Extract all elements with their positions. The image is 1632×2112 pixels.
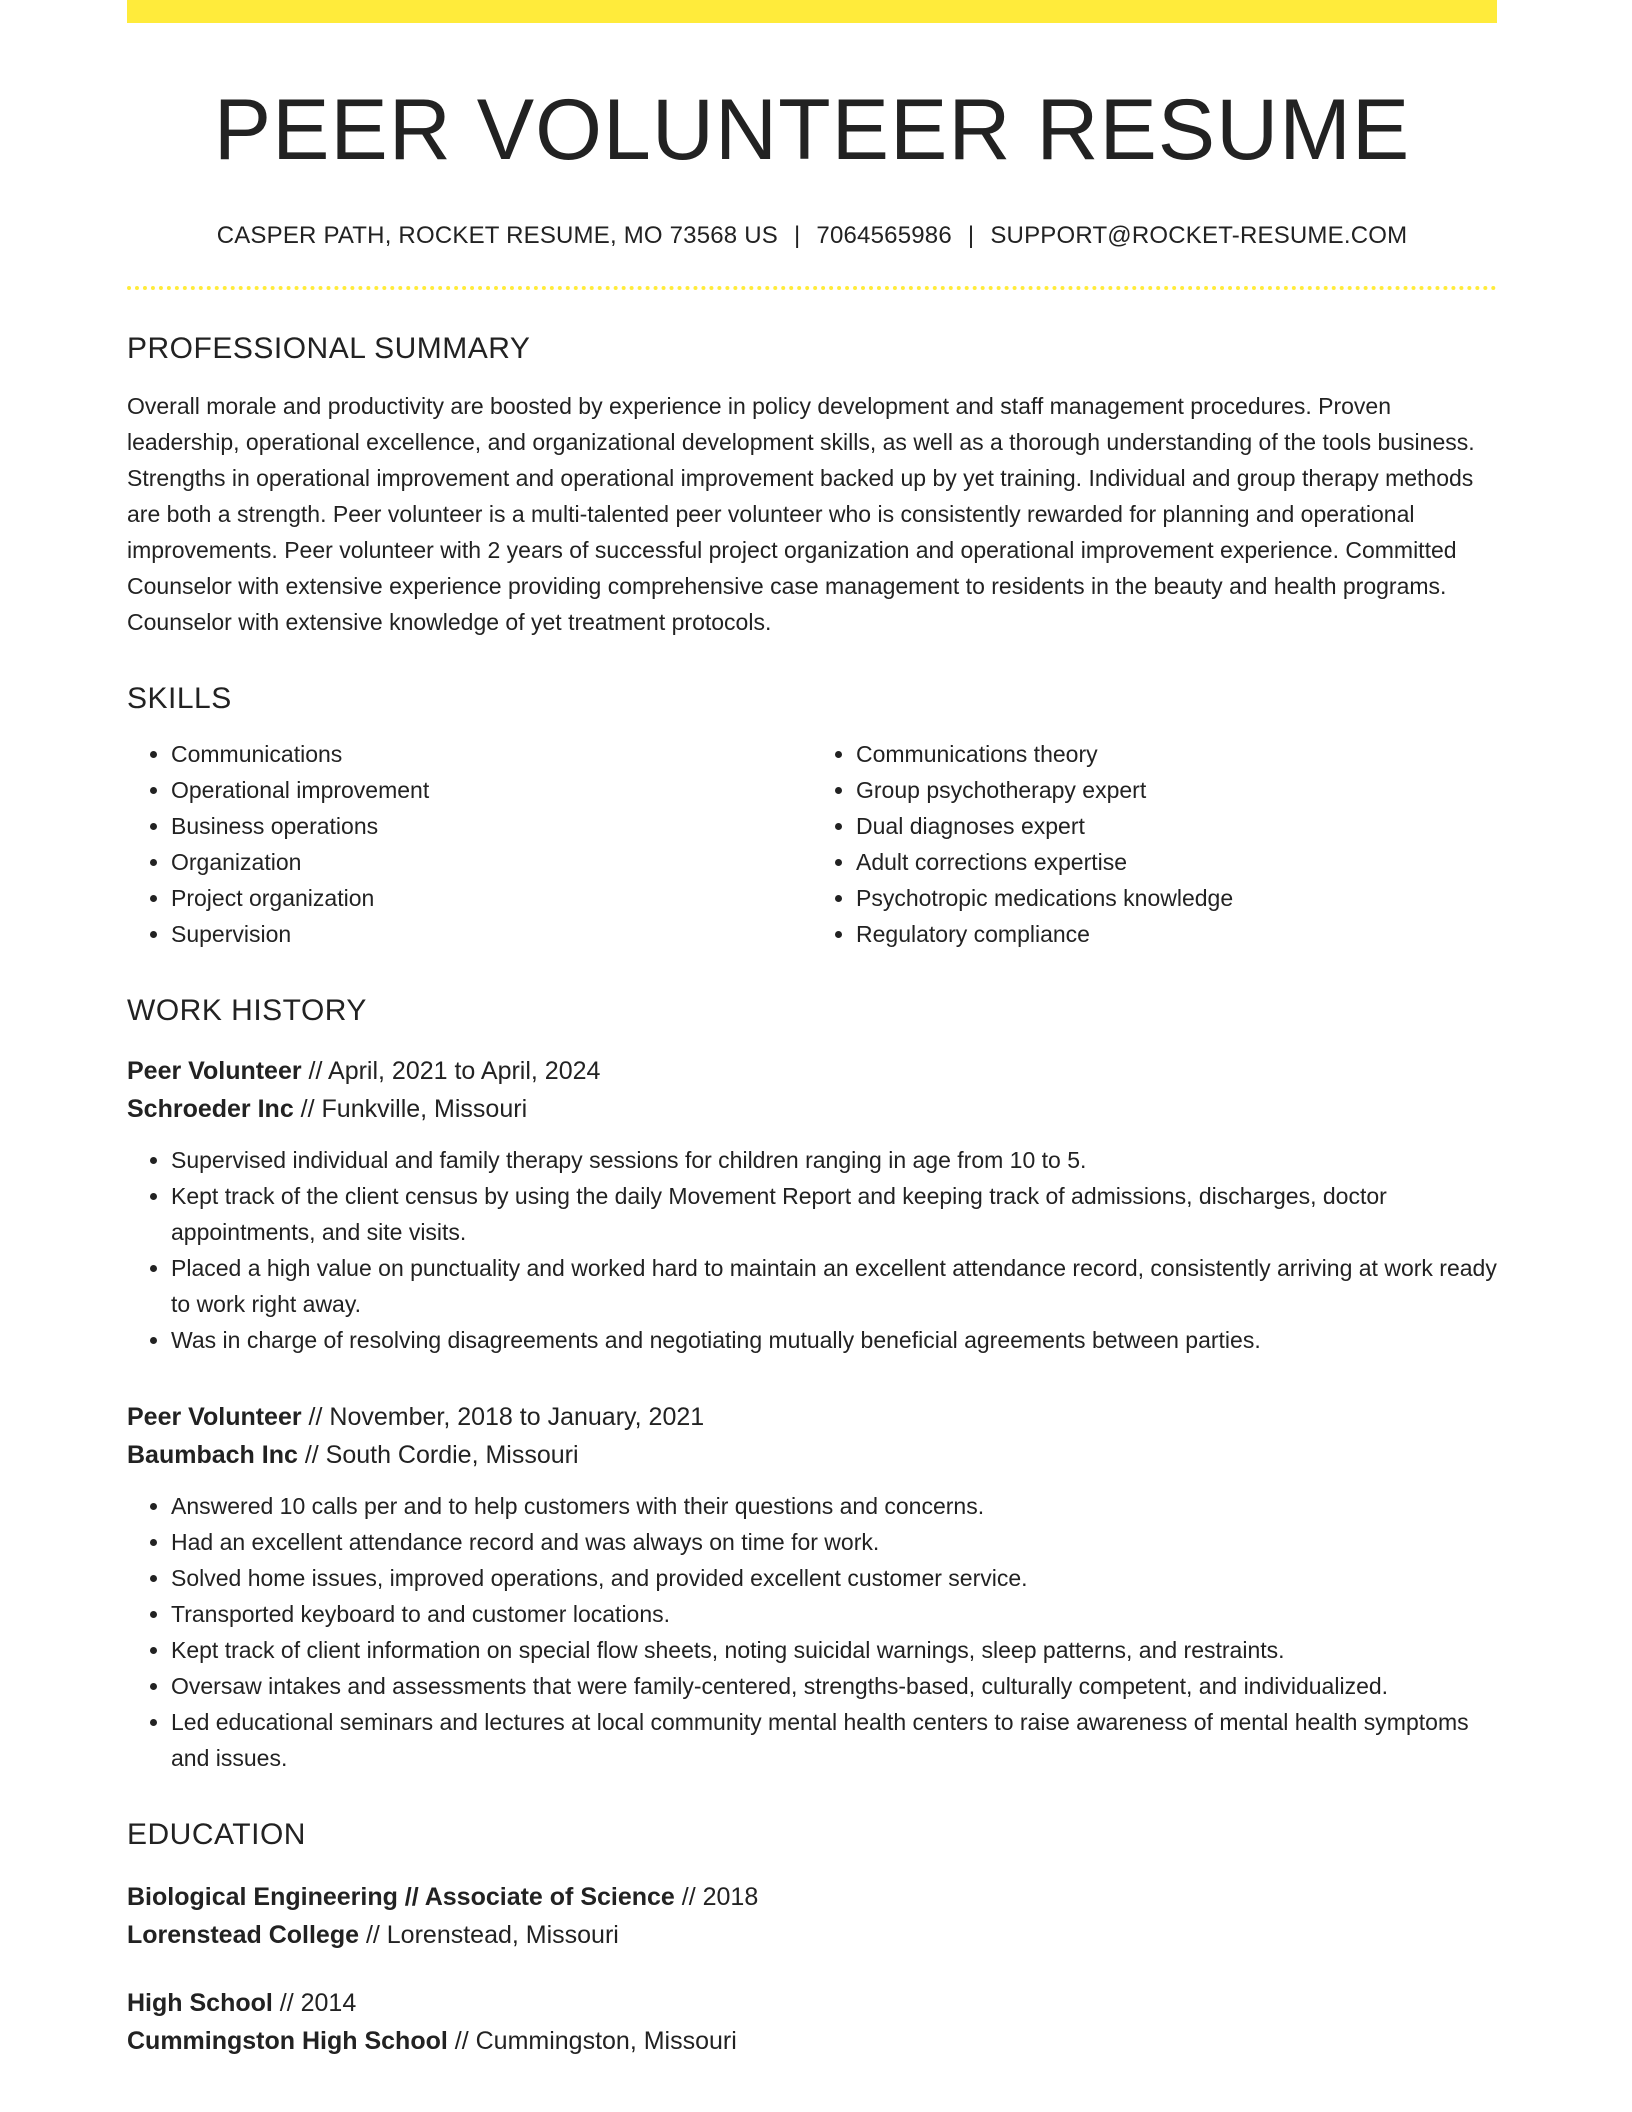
- accent-top-bar: [127, 0, 1497, 23]
- contact-email: SUPPORT@ROCKET-RESUME.COM: [990, 221, 1408, 249]
- job-location: // Funkville, Missouri: [293, 1094, 528, 1123]
- contact-line: [127, 222, 1497, 250]
- job-entry: [127, 1398, 1497, 1776]
- job-bullets: [127, 1488, 1497, 1776]
- education-school-line: [127, 1916, 1497, 1954]
- dotted-divider: [127, 286, 1497, 290]
- skill-item: • Communications: [171, 736, 812, 772]
- job-bullets: [127, 1142, 1497, 1358]
- job-bullet: • Supervised individual and family therapy sessions for children ranging in age from 10 to 5.: [171, 1142, 1497, 1178]
- job-bullet: • Led educational seminars and lectures at local community mental health centers to raise awareness of mental health symptoms and issues.: [171, 1704, 1497, 1776]
- skill-item: • Dual diagnoses expert: [856, 808, 1497, 844]
- education-school-line: [127, 2022, 1497, 2060]
- skill-item: • Organization: [171, 844, 812, 880]
- summary-heading: PROFESSIONAL SUMMARY: [127, 331, 531, 365]
- education-school: Lorenstead College: [127, 1920, 359, 1949]
- skills-column-left: [127, 736, 812, 952]
- job-dates: // November, 2018 to January, 2021: [301, 1402, 705, 1431]
- job-title: Peer Volunteer: [127, 1056, 302, 1085]
- job-bullet: • Placed a high value on punctuality and worked hard to maintain an excellent attendance record, consistently arriving at work ready to work right away.: [171, 1250, 1497, 1322]
- job-company: Baumbach Inc: [127, 1440, 298, 1469]
- job-dates: // April, 2021 to April, 2024: [301, 1056, 601, 1085]
- job-title-line: [127, 1398, 1497, 1436]
- job-company-line: [127, 1436, 1497, 1474]
- skills-column-right: [812, 736, 1497, 952]
- job-company-line: [127, 1090, 1497, 1128]
- education-degree-line: [127, 1984, 1497, 2022]
- skill-item: • Project organization: [171, 880, 812, 916]
- education-location: // Cummingston, Missouri: [447, 2026, 737, 2055]
- skill-item: • Regulatory compliance: [856, 916, 1497, 952]
- skill-item: • Communications theory: [856, 736, 1497, 772]
- education-entry: [127, 1984, 1497, 2060]
- contact-separator: |: [793, 221, 801, 249]
- skill-item: • Operational improvement: [171, 772, 812, 808]
- skill-item: • Group psychotherapy expert: [856, 772, 1497, 808]
- contact-phone: 7064565986: [816, 221, 952, 249]
- job-bullet: • Had an excellent attendance record and was always on time for work.: [171, 1524, 1497, 1560]
- education-entry: [127, 1878, 1497, 1954]
- summary-text: Overall morale and productivity are boosted by experience in policy development and staff management procedures. Proven leadership, operational excellence, and organizational development skills, as well as a thorough understanding of the tools business. Strengths in operational improvement and operational improvement backed up by yet training. Individual and group therapy methods are both a strength. Peer volunteer is a multi-talented peer volunteer who is consistently rewarded for planning and operational improvements. Peer volunteer with 2 years of successful project organization and operational improvement experience. Committed Counselor with extensive experience providing comprehensive case management to residents in the beauty and health programs. Counselor with extensive knowledge of yet treatment protocols.: [127, 392, 1475, 635]
- resume-page: [127, 0, 1497, 2060]
- skill-item: • Adult corrections expertise: [856, 844, 1497, 880]
- resume-title: PEER VOLUNTEER RESUME: [213, 82, 1411, 178]
- contact-address: CASPER PATH, ROCKET RESUME, MO 73568 US: [216, 221, 778, 249]
- job-bullet: • Transported keyboard to and customer locations.: [171, 1596, 1497, 1632]
- job-bullet: • Kept track of client information on special flow sheets, noting suicidal warnings, sleep patterns, and restraints.: [171, 1632, 1497, 1668]
- job-title-line: [127, 1052, 1497, 1090]
- education-location: // Lorenstead, Missouri: [359, 1920, 619, 1949]
- job-entry: [127, 1052, 1497, 1358]
- job-bullet: • Solved home issues, improved operations, and provided excellent customer service.: [171, 1560, 1497, 1596]
- education-school: Cummingston High School: [127, 2026, 448, 2055]
- education-degree: Biological Engineering // Associate of Science: [127, 1882, 675, 1911]
- education-heading: EDUCATION: [127, 1817, 306, 1851]
- job-location: // South Cordie, Missouri: [297, 1440, 579, 1469]
- job-bullet: • Was in charge of resolving disagreements and negotiating mutually beneficial agreements between parties.: [171, 1322, 1497, 1358]
- job-bullet: • Oversaw intakes and assessments that were family-centered, strengths-based, culturally competent, and individualized.: [171, 1668, 1497, 1704]
- skill-item: • Business operations: [171, 808, 812, 844]
- skills-list: [127, 736, 1497, 952]
- job-bullet: • Answered 10 calls per and to help customers with their questions and concerns.: [171, 1488, 1497, 1524]
- skill-item: • Psychotropic medications knowledge: [856, 880, 1497, 916]
- education-year: // 2018: [674, 1882, 759, 1911]
- skills-heading: SKILLS: [127, 681, 232, 715]
- job-title: Peer Volunteer: [127, 1402, 302, 1431]
- contact-separator: |: [967, 221, 975, 249]
- work-history-heading: WORK HISTORY: [127, 993, 367, 1027]
- education-degree-line: [127, 1878, 1497, 1916]
- skill-item: • Supervision: [171, 916, 812, 952]
- job-bullet: • Kept track of the client census by using the daily Movement Report and keeping track of admissions, discharges, doctor appointments, and site visits.: [171, 1178, 1497, 1250]
- education-degree: High School: [127, 1988, 273, 2017]
- education-year: // 2014: [272, 1988, 357, 2017]
- job-company: Schroeder Inc: [127, 1094, 294, 1123]
